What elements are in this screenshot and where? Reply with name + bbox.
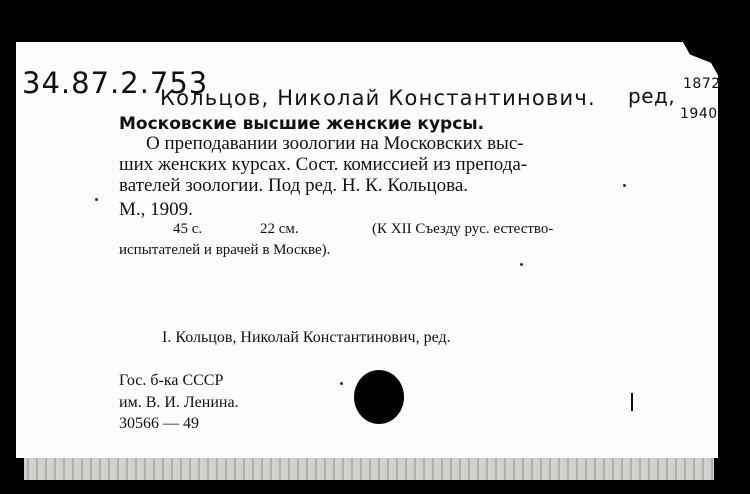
institution-heading: Московские высшие женские курсы. xyxy=(119,114,485,134)
ink-speck xyxy=(623,184,626,187)
title-line-1: О преподавании зоологии на Московских выс- xyxy=(146,133,524,154)
imprint-line: М., 1909. xyxy=(119,199,193,220)
series-line-1: (К XII Съезду рус. естество- xyxy=(372,221,554,237)
order-number: 30566 — 49 xyxy=(119,415,199,432)
title-line-2: ших женских курсах. Сост. комиссией из препода- xyxy=(119,154,528,175)
author-handwritten: Кольцов, Николай Константинович. xyxy=(160,86,596,110)
ink-speck xyxy=(340,382,343,385)
library-name-line-1: Гос. б-ка СССР xyxy=(119,372,224,389)
margin-tick xyxy=(631,393,633,411)
library-name-line-2: им. В. И. Ленина. xyxy=(119,394,239,411)
series-line-2: испытателей и врачей в Москве). xyxy=(119,242,331,258)
pages-count: 45 с. xyxy=(173,221,203,237)
title-line-3: вателей зоологии. Под ред. Н. К. Кольцова. xyxy=(119,175,469,196)
tracing-entry: I. Кольцов, Николай Константинович, ред. xyxy=(162,329,451,346)
call-number: 34.87.2.753 xyxy=(22,66,209,100)
card-bottom-edge xyxy=(24,458,714,480)
death-year-handwritten: 1940 xyxy=(680,106,718,122)
editor-role-handwritten: ред, xyxy=(628,84,676,108)
punch-hole xyxy=(354,370,404,424)
card-size: 22 см. xyxy=(260,221,299,237)
birth-year-handwritten: 1872 xyxy=(683,76,721,92)
ink-speck xyxy=(520,263,523,266)
ink-speck xyxy=(95,198,98,201)
